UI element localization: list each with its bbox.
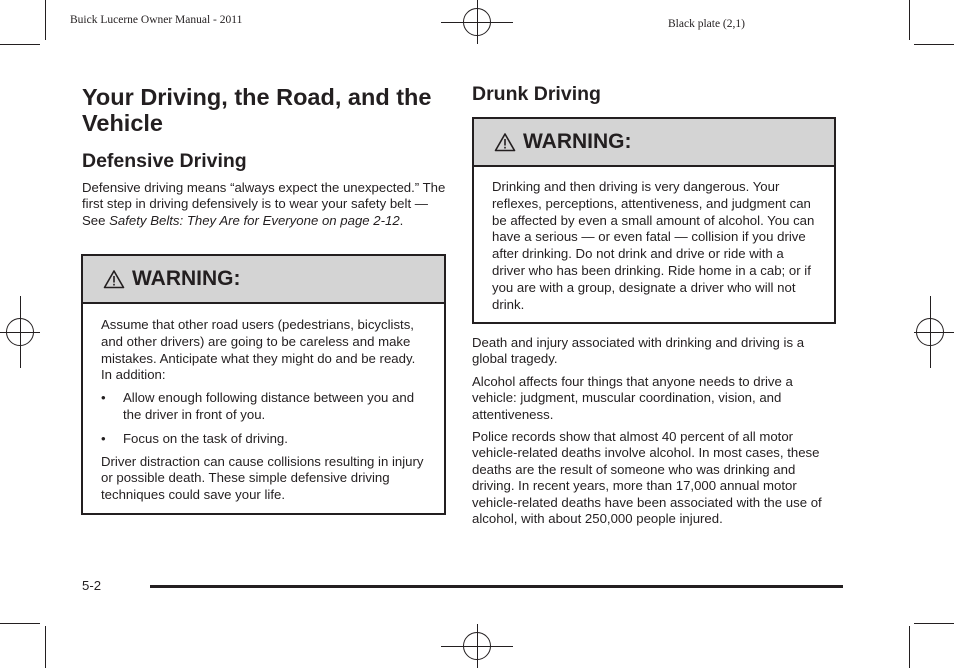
crop-mark — [0, 44, 40, 45]
warning-label: WARNING: — [523, 130, 632, 153]
crop-mark — [914, 44, 954, 45]
warning-paragraph: Drinking and then driving is very dangerous. Your reflexes, perceptions, attentiveness, and judgment can be affected by even a small amount of alcohol. You can have a serious — or even fatal — collision if you drive after drinking. Do not drink and drive or ride with a driver who has been drinking. Ride home in a cab; or if you are with a group, designate a driver who will not drink. — [492, 179, 815, 312]
header-plate-info: Black plate (2,1) — [668, 18, 745, 30]
chapter-title-block — [82, 84, 452, 136]
crop-mark — [909, 0, 910, 40]
footer-rule — [150, 585, 843, 588]
warning-header — [83, 256, 444, 304]
crop-mark — [45, 626, 46, 668]
section-heading: Defensive Driving — [82, 150, 247, 172]
warning-paragraph: Assume that other road users (pedestrians, bicyclists, and other drivers) are going to be careless and make mistakes. Anticipate what they might do and be ready. In addition: — [101, 317, 416, 383]
chapter-title: Your Driving, the Road, and the Vehicle — [82, 84, 432, 136]
warning-content — [83, 304, 444, 504]
warning-header — [474, 119, 834, 167]
bullet-item: • Focus on the task of driving. — [101, 430, 288, 446]
intro-text: Defensive driving means “always expect the unexpected.” The first step in driving defensively is to wear your safety belt — See — [82, 180, 446, 228]
warning-triangle-icon — [494, 132, 516, 152]
bullet-icon: • — [101, 390, 106, 406]
crop-mark — [914, 623, 954, 624]
intro-paragraph — [82, 180, 446, 229]
section-heading: Drunk Driving — [472, 83, 601, 105]
body-paragraph: Police records show that almost 40 percent of all motor vehicle-related deaths involve alcohol. In most cases, these deaths are the result of someone who was drinking and driving. In recent years, more than 17,000 annual motor vehicle-related deaths have been associated with the use of alcohol, with about 250,000 people injured. — [472, 429, 822, 527]
section-drunk-driving — [472, 83, 842, 106]
warning-paragraph: Driver distraction can cause collisions resulting in injury or possible death. These simple defensive driving techniques could save your life. — [101, 453, 424, 503]
bullet-item: • Allow enough following distance between you and the driver in front of you. — [101, 390, 415, 422]
warning-box-defensive — [81, 254, 446, 515]
header-manual-title: Buick Lucerne Owner Manual - 2011 — [70, 14, 243, 26]
body-paragraph: Alcohol affects four things that anyone needs to drive a vehicle: judgment, muscular coordination, vision, and attentiveness. — [472, 373, 793, 422]
warning-triangle-icon — [103, 269, 125, 289]
intro-end: . — [399, 212, 404, 228]
crop-mark — [909, 626, 910, 668]
warning-content — [474, 167, 834, 313]
section-defensive-driving — [82, 150, 452, 173]
page-number: 5-2 — [82, 578, 102, 593]
crop-mark — [45, 0, 46, 40]
warning-label: WARNING: — [132, 267, 241, 290]
bullet-icon: • — [101, 430, 106, 446]
warning-bullet-list — [101, 390, 426, 447]
cross-reference-link[interactable]: Safety Belts: They Are for Everyone on page 2-12 — [109, 212, 400, 228]
body-paragraph: Death and injury associated with drinking and driving is a global tragedy. — [472, 335, 805, 367]
crop-mark — [0, 623, 40, 624]
drunk-driving-body — [472, 335, 836, 527]
warning-box-drunk-driving — [472, 117, 836, 324]
